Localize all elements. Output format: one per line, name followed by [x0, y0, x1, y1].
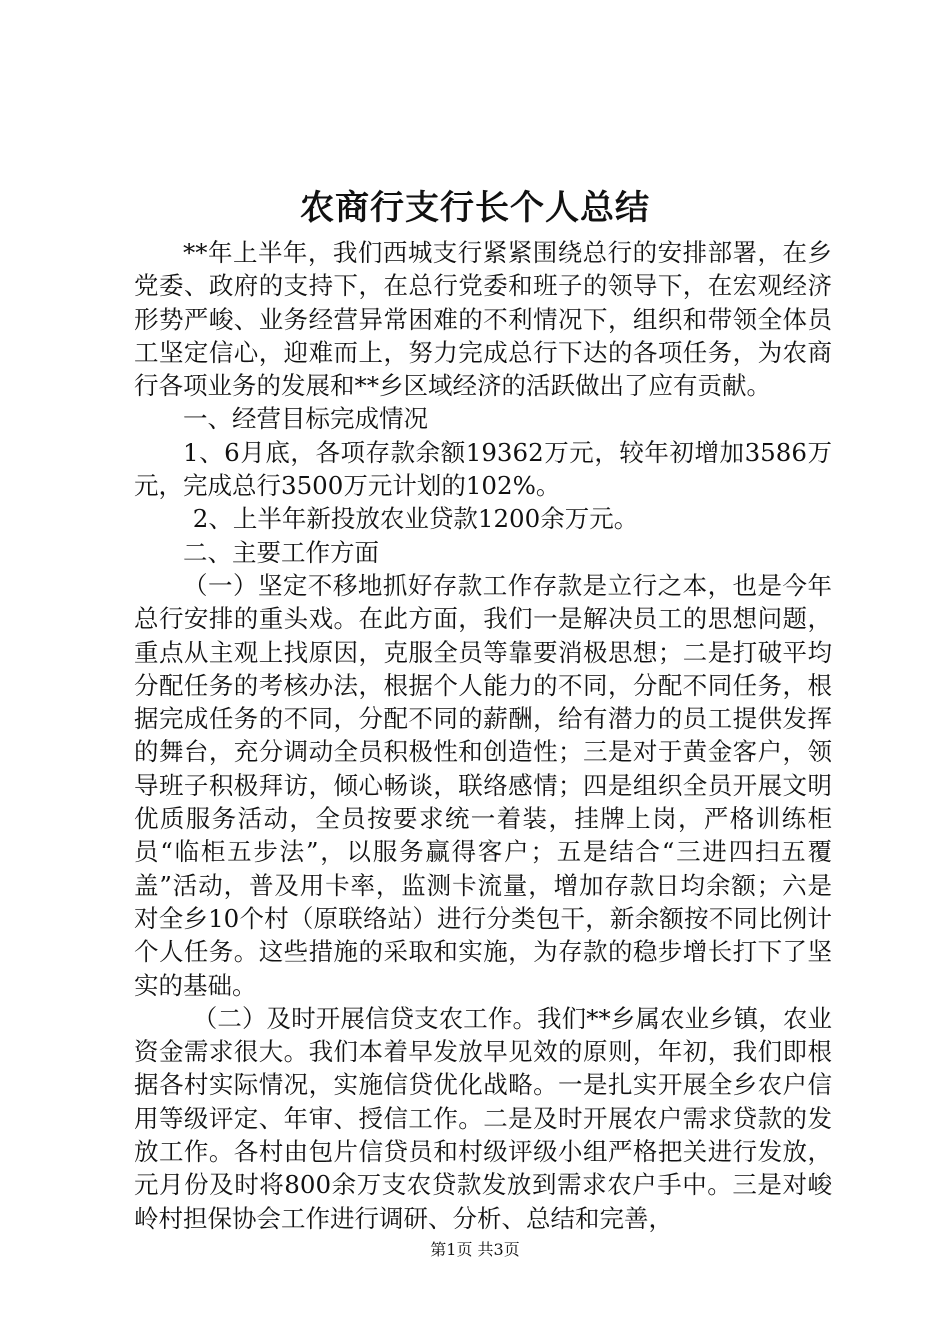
paragraph-item-1: 1、6月底，各项存款余额19362万元，较年初增加3586万元，完成总行3500万元计划的102%。 [134, 437, 832, 501]
paragraph-subsection-2: （二）及时开展信贷支农工作。我们**乡属农业乡镇，农业资金需求很大。我们本着早发放早见效的原则，年初，我们即根据各村实际情况，实施信贷优化战略。一是扎实开展全乡农户信用等级评定、年审、授信工作。二是及时开展农户需求贷款的发放工作。各村由包片信贷员和村级评级小组严格把关进行发放，元月份及时将800余万支农贷款发放到需求农户手中。三是对峻岭村担保协会工作进行调研、分析、总结和完善， [134, 1003, 832, 1233]
document-title: 农商行支行长个人总结 [300, 188, 650, 228]
section-heading-1: 一、经营目标完成情况 [183, 404, 428, 434]
document-body [134, 236, 832, 1235]
page-number-footer: 第1页 共3页 [430, 1240, 520, 1259]
paragraph-item-2: 2、上半年新投放农业贷款1200余万元。 [192, 504, 639, 534]
paragraph-intro: **年上半年，我们西城支行紧紧围绕总行的安排部署，在乡党委、政府的支持下，在总行党委和班子的领导下，在宏观经济形势严峻、业务经营异常困难的不利情况下，组织和带领全体员工坚定信心，迎难而上，努力完成总行下达的各项任务，为农商行各项业务的发展和**乡区域经济的活跃做出了应有贡献。 [134, 238, 832, 401]
section-heading-2: 二、主要工作方面 [183, 537, 379, 567]
paragraph-subsection-1: （一）坚定不移地抓好存款工作存款是立行之本，也是今年总行安排的重头戏。在此方面，我们一是解决员工的思想问题，重点从主观上找原因，克服全员等靠要消极思想；二是打破平均分配任务的考核办法，根据个人能力的不同，分配不同任务，根据完成任务的不同，分配不同的薪酬，给有潜力的员工提供发挥的舞台，充分调动全员积极性和创造性；三是对于黄金客户，领导班子积极拜访，倾心畅谈，联络感情；四是组织全员开展文明优质服务活动，全员按要求统一着装，挂牌上岗，严格训练柜员“临柜五步法”，以服务赢得客户；五是结合“三进四扫五覆盖”活动，普及用卡率，监测卡流量，增加存款日均余额；六是对全乡10个村（原联络站）进行分类包干，新余额按不同比例计个人任务。这些措施的采取和实施，为存款的稳步增长打下了坚实的基础。 [134, 570, 832, 1000]
